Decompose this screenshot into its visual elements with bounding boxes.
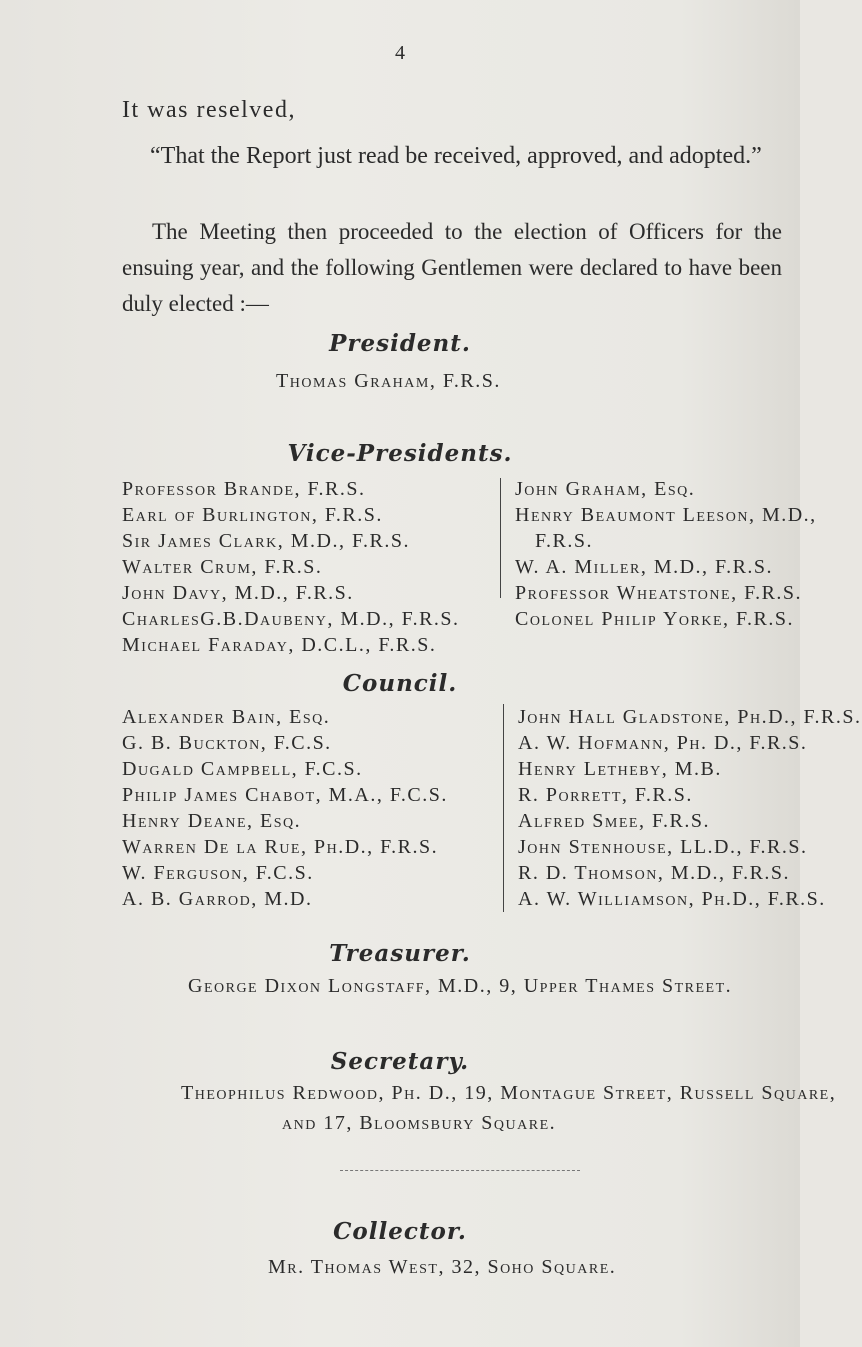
page-number: 4 [395,42,405,64]
secretary-heading: Secretary. [330,1048,470,1075]
vice-president-entry: W. A. Miller, M.D., F.R.S. [515,556,774,578]
resolution-intro: It was reselved, [122,97,296,123]
vice-president-entry: Professor Wheatstone, F.R.S. [515,582,803,604]
council-heading: Council. [342,670,458,697]
vice-president-entry: Earl of Burlington, F.R.S. [122,504,383,526]
vice-presidents-right-column [515,476,817,632]
vice-president-entry: CharlesG.B.Daubeny, M.D., F.R.S. [122,608,460,630]
secretary-line-2: and 17, Bloomsbury Square. [282,1112,557,1134]
council-entry: John Hall Gladstone, Ph.D., F.R.S. [518,706,862,728]
council-entry: Henry Deane, Esq. [122,810,302,832]
secretary-line-1: Theophilus Redwood, Ph. D., 19, Montague Street, Russell Square, [181,1082,837,1104]
council-entry: Alfred Smee, F.R.S. [518,810,710,832]
vice-president-entry: Professor Brande, F.R.S. [122,478,366,500]
collector-heading: Collector. [333,1218,467,1245]
council-entry: A. W. Williamson, Ph.D., F.R.S. [518,888,826,910]
council-entry: John Stenhouse, LL.D., F.R.S. [518,836,808,858]
vice-presidents-left-column [122,476,460,658]
council-entry: G. B. Buckton, F.C.S. [122,732,332,754]
council-entry: R. Porrett, F.R.S. [518,784,693,806]
vice-presidents-heading: Vice-Presidents. [287,440,513,467]
council-entry: W. Ferguson, F.C.S. [122,862,314,884]
vice-president-entry: Michael Faraday, D.C.L., F.R.S. [122,634,437,656]
resolution-quote: “That the Report just read be received, approved, and adopted.” [150,143,762,169]
council-entry: A. W. Hofmann, Ph. D., F.R.S. [518,732,808,754]
treasurer-heading: Treasurer. [329,940,471,967]
council-entry: Warren De la Rue, Ph.D., F.R.S. [122,836,439,858]
council-entry: Alexander Bain, Esq. [122,706,331,728]
column-divider [503,704,504,912]
election-paragraph: The Meeting then proceeded to the election of Officers for the ensuing year, and the following Gentlemen were declared to have been duly elected :— [122,219,782,316]
divider-rule [340,1170,580,1171]
vice-president-entry: Henry Beaumont Leeson, M.D., [515,504,817,526]
council-entry: R. D. Thomson, M.D., F.R.S. [518,862,791,884]
vice-president-entry: Sir James Clark, M.D., F.R.S. [122,530,410,552]
vice-president-entry: Colonel Philip Yorke, F.R.S. [515,608,795,630]
vice-president-entry: Walter Crum, F.R.S. [122,556,323,578]
vice-president-entry: John Graham, Esq. [515,478,696,500]
collector-name: Mr. Thomas West, 32, Soho Square. [268,1256,617,1278]
council-right-column [518,704,862,912]
council-entry: Philip James Chabot, M.A., F.C.S. [122,784,448,806]
council-entry: Henry Letheby, M.B. [518,758,722,780]
president-name: Thomas Graham, F.R.S. [276,370,501,392]
vice-president-entry: John Davy, M.D., F.R.S. [122,582,354,604]
council-entry: Dugald Campbell, F.C.S. [122,758,363,780]
column-divider [500,478,501,598]
president-heading: President. [329,330,471,357]
treasurer-name: George Dixon Longstaff, M.D., 9, Upper Thames Street. [188,975,733,997]
vice-president-entry: F.R.S. [535,530,593,552]
council-left-column [122,704,448,912]
council-entry: A. B. Garrod, M.D. [122,888,313,910]
